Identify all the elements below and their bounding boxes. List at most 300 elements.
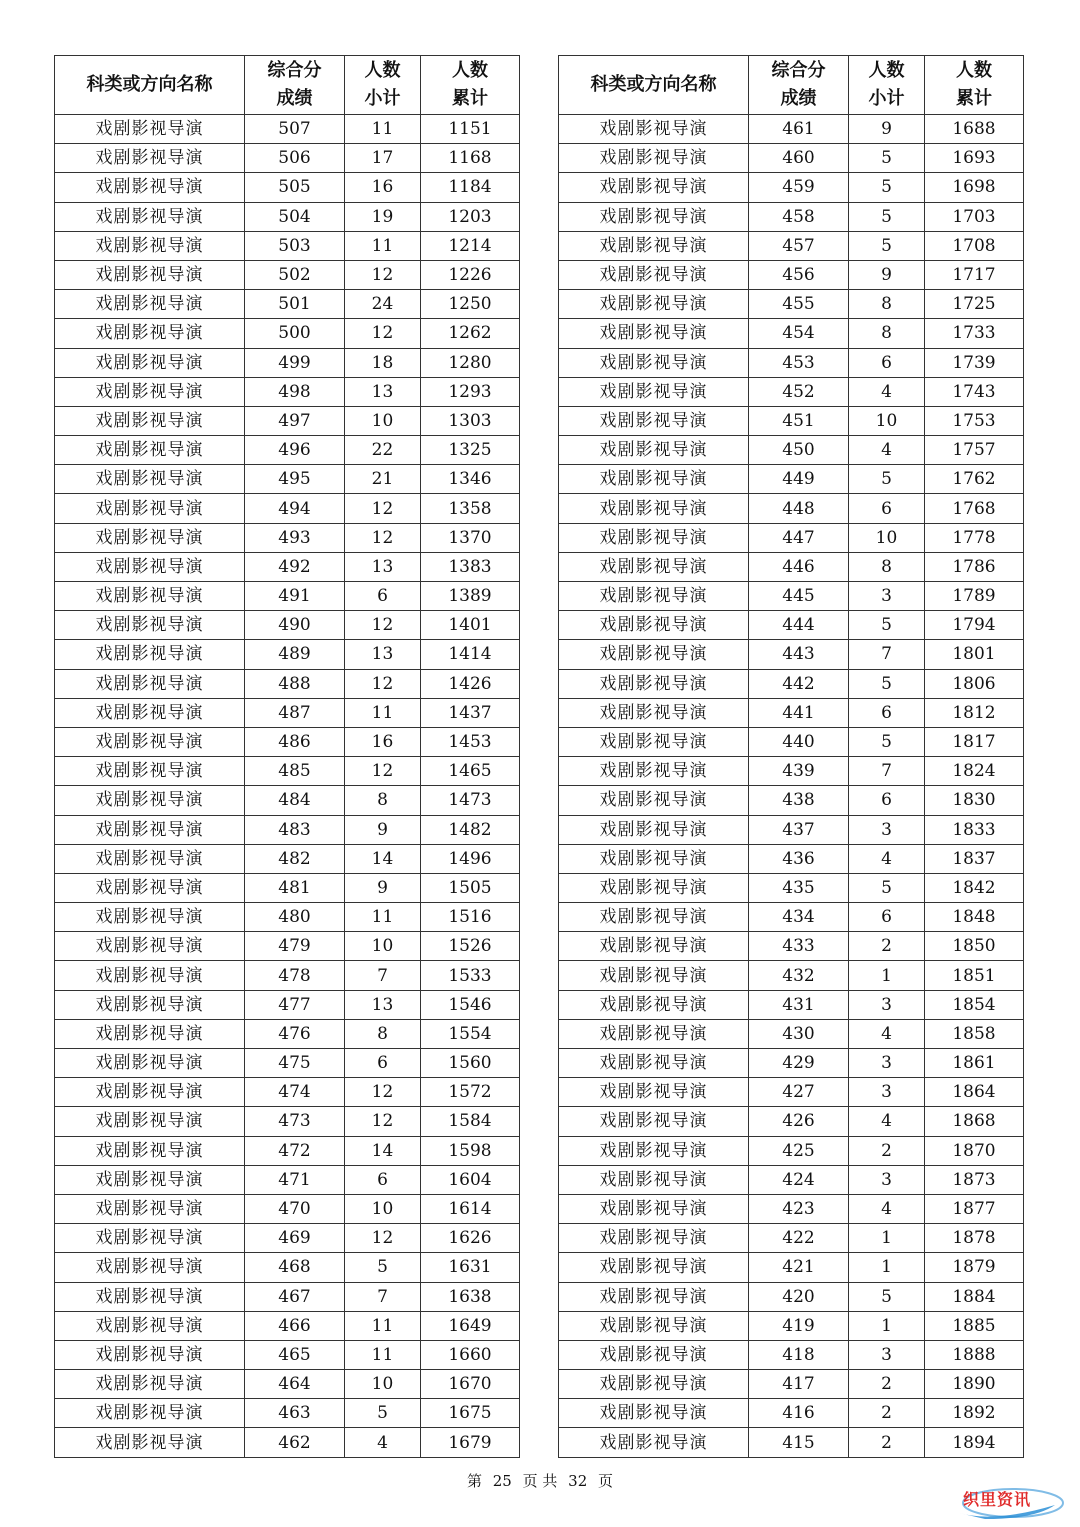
cell-score: 500 (245, 319, 345, 348)
cell-cumulative: 1262 (421, 319, 520, 348)
cell-score: 477 (245, 990, 345, 1019)
cell-name: 戏剧影视导演 (559, 1049, 749, 1078)
cell-count: 5 (849, 611, 925, 640)
cell-count: 3 (849, 582, 925, 611)
cell-score: 487 (245, 698, 345, 727)
cell-count: 11 (345, 1311, 421, 1340)
cell-score: 503 (245, 231, 345, 260)
cell-cumulative: 1868 (925, 1107, 1024, 1136)
cell-score: 501 (245, 290, 345, 319)
cell-name: 戏剧影视导演 (55, 1224, 245, 1253)
cell-count: 4 (849, 1107, 925, 1136)
cell-score: 462 (245, 1428, 345, 1457)
table-row (559, 1224, 1024, 1253)
cell-name: 戏剧影视导演 (559, 1282, 749, 1311)
cell-name: 戏剧影视导演 (55, 231, 245, 260)
cell-cumulative: 1698 (925, 173, 1024, 202)
cell-cumulative: 1383 (421, 552, 520, 581)
cell-cumulative: 1496 (421, 844, 520, 873)
cell-count: 5 (849, 727, 925, 756)
cell-cumulative: 1693 (925, 144, 1024, 173)
table-row (559, 844, 1024, 873)
cell-count: 10 (849, 523, 925, 552)
cell-cumulative: 1762 (925, 465, 1024, 494)
table-row (55, 319, 520, 348)
cell-count: 2 (849, 1399, 925, 1428)
cell-count: 2 (849, 1136, 925, 1165)
cell-cumulative: 1453 (421, 727, 520, 756)
table-row (55, 961, 520, 990)
cell-name: 戏剧影视导演 (559, 290, 749, 319)
cell-score: 441 (749, 698, 849, 727)
cell-name: 戏剧影视导演 (559, 406, 749, 435)
cell-score: 463 (245, 1399, 345, 1428)
table-row (559, 932, 1024, 961)
cell-count: 10 (345, 406, 421, 435)
cell-name: 戏剧影视导演 (55, 1340, 245, 1369)
cell-name: 戏剧影视导演 (559, 115, 749, 144)
cell-count: 22 (345, 436, 421, 465)
cell-count: 6 (849, 903, 925, 932)
table-row (55, 465, 520, 494)
cell-count: 5 (849, 669, 925, 698)
cell-cumulative: 1604 (421, 1165, 520, 1194)
cell-score: 460 (749, 144, 849, 173)
table-row (559, 611, 1024, 640)
cell-cumulative: 1851 (925, 961, 1024, 990)
cell-name: 戏剧影视导演 (55, 1019, 245, 1048)
cell-cumulative: 1806 (925, 669, 1024, 698)
cell-count: 3 (849, 1049, 925, 1078)
cell-count: 6 (849, 348, 925, 377)
table-row (559, 494, 1024, 523)
table-row (55, 1019, 520, 1048)
table-row (55, 1049, 520, 1078)
cell-name: 戏剧影视导演 (559, 815, 749, 844)
cell-score: 466 (245, 1311, 345, 1340)
cell-score: 451 (749, 406, 849, 435)
table-row (559, 1107, 1024, 1136)
cell-cumulative: 1465 (421, 757, 520, 786)
cell-name: 戏剧影视导演 (559, 873, 749, 902)
cell-count: 11 (345, 231, 421, 260)
cell-cumulative: 1226 (421, 260, 520, 289)
cell-cumulative: 1554 (421, 1019, 520, 1048)
table-body-left (55, 115, 520, 1458)
cell-score: 482 (245, 844, 345, 873)
cell-cumulative: 1401 (421, 611, 520, 640)
cell-count: 12 (345, 1224, 421, 1253)
cell-name: 戏剧影视导演 (55, 873, 245, 902)
table-header-row (55, 56, 520, 115)
cell-score: 426 (749, 1107, 849, 1136)
cell-name: 戏剧影视导演 (559, 348, 749, 377)
cell-count: 8 (345, 1019, 421, 1048)
cell-name: 戏剧影视导演 (559, 552, 749, 581)
cell-name: 戏剧影视导演 (55, 932, 245, 961)
footer-prefix: 第 (466, 1472, 482, 1490)
cell-cumulative: 1725 (925, 290, 1024, 319)
table-row (55, 757, 520, 786)
cell-count: 13 (345, 990, 421, 1019)
cell-cumulative: 1168 (421, 144, 520, 173)
cell-count: 5 (849, 231, 925, 260)
cell-name: 戏剧影视导演 (559, 727, 749, 756)
cell-name: 戏剧影视导演 (55, 815, 245, 844)
cell-name: 戏剧影视导演 (559, 1136, 749, 1165)
cell-cumulative: 1817 (925, 727, 1024, 756)
cell-cumulative: 1812 (925, 698, 1024, 727)
cell-name: 戏剧影视导演 (559, 698, 749, 727)
cell-score: 493 (245, 523, 345, 552)
cell-score: 435 (749, 873, 849, 902)
cell-name: 戏剧影视导演 (559, 1311, 749, 1340)
cell-score: 452 (749, 377, 849, 406)
cell-count: 18 (345, 348, 421, 377)
cell-name: 戏剧影视导演 (55, 1253, 245, 1282)
table-row (559, 698, 1024, 727)
table-row (55, 1078, 520, 1107)
cell-count: 9 (849, 115, 925, 144)
cell-count: 12 (345, 611, 421, 640)
table-header-row (559, 56, 1024, 115)
cell-cumulative: 1614 (421, 1194, 520, 1223)
cell-cumulative: 1303 (421, 406, 520, 435)
cell-score: 497 (245, 406, 345, 435)
cell-cumulative: 1708 (925, 231, 1024, 260)
table-row (55, 436, 520, 465)
footer-suffix: 页 (598, 1472, 614, 1490)
cell-name: 戏剧影视导演 (55, 115, 245, 144)
cell-count: 13 (345, 377, 421, 406)
cell-cumulative: 1516 (421, 903, 520, 932)
cell-score: 461 (749, 115, 849, 144)
cell-score: 421 (749, 1253, 849, 1282)
cell-cumulative: 1890 (925, 1370, 1024, 1399)
cell-count: 9 (345, 873, 421, 902)
cell-score: 495 (245, 465, 345, 494)
cell-name: 戏剧影视导演 (55, 669, 245, 698)
cell-count: 12 (345, 757, 421, 786)
table-row (559, 348, 1024, 377)
cell-cumulative: 1703 (925, 202, 1024, 231)
cell-score: 423 (749, 1194, 849, 1223)
cell-cumulative: 1864 (925, 1078, 1024, 1107)
cell-cumulative: 1660 (421, 1340, 520, 1369)
cell-count: 7 (849, 640, 925, 669)
cell-name: 戏剧影视导演 (559, 1224, 749, 1253)
cell-count: 10 (345, 932, 421, 961)
cell-name: 戏剧影视导演 (559, 961, 749, 990)
cell-score: 432 (749, 961, 849, 990)
cell-name: 戏剧影视导演 (559, 319, 749, 348)
cell-count: 5 (345, 1253, 421, 1282)
cell-name: 戏剧影视导演 (559, 1370, 749, 1399)
cell-name: 戏剧影视导演 (559, 231, 749, 260)
cell-score: 488 (245, 669, 345, 698)
table-row (55, 1399, 520, 1428)
cell-name: 戏剧影视导演 (55, 494, 245, 523)
table-row (55, 202, 520, 231)
cell-cumulative: 1437 (421, 698, 520, 727)
cell-score: 431 (749, 990, 849, 1019)
table-row (55, 494, 520, 523)
cell-cumulative: 1743 (925, 377, 1024, 406)
cell-cumulative: 1346 (421, 465, 520, 494)
cell-score: 490 (245, 611, 345, 640)
table-row (559, 1311, 1024, 1340)
cell-cumulative: 1870 (925, 1136, 1024, 1165)
cell-cumulative: 1560 (421, 1049, 520, 1078)
cell-name: 戏剧影视导演 (55, 202, 245, 231)
logo-text: 织里资讯 (963, 1490, 1032, 1509)
cell-name: 戏剧影视导演 (559, 844, 749, 873)
table-row (559, 1253, 1024, 1282)
cell-score: 499 (245, 348, 345, 377)
cell-name: 戏剧影视导演 (55, 611, 245, 640)
table-row (559, 640, 1024, 669)
cell-score: 491 (245, 582, 345, 611)
cell-name: 戏剧影视导演 (55, 436, 245, 465)
cell-name: 戏剧影视导演 (559, 786, 749, 815)
cell-name: 戏剧影视导演 (55, 1136, 245, 1165)
page-footer (0, 1470, 1080, 1491)
cell-name: 戏剧影视导演 (55, 1370, 245, 1399)
cell-cumulative: 1778 (925, 523, 1024, 552)
table-row (559, 1399, 1024, 1428)
cell-score: 420 (749, 1282, 849, 1311)
cell-score: 437 (749, 815, 849, 844)
cell-cumulative: 1892 (925, 1399, 1024, 1428)
table-row (559, 1194, 1024, 1223)
cell-count: 13 (345, 552, 421, 581)
cell-name: 戏剧影视导演 (559, 1078, 749, 1107)
cell-name: 戏剧影视导演 (559, 1019, 749, 1048)
cell-name: 戏剧影视导演 (55, 377, 245, 406)
cell-cumulative: 1370 (421, 523, 520, 552)
cell-name: 戏剧影视导演 (55, 1107, 245, 1136)
table-row (559, 961, 1024, 990)
cell-score: 486 (245, 727, 345, 756)
cell-score: 483 (245, 815, 345, 844)
table-row (559, 465, 1024, 494)
cell-score: 419 (749, 1311, 849, 1340)
cell-name: 戏剧影视导演 (559, 611, 749, 640)
cell-score: 418 (749, 1340, 849, 1369)
cell-name: 戏剧影视导演 (55, 319, 245, 348)
cell-count: 12 (345, 260, 421, 289)
cell-count: 4 (345, 1428, 421, 1457)
table-row (559, 786, 1024, 815)
cell-name: 戏剧影视导演 (559, 932, 749, 961)
score-table-left (54, 55, 520, 1458)
cell-cumulative: 1850 (925, 932, 1024, 961)
table-row (559, 815, 1024, 844)
cell-name: 戏剧影视导演 (559, 1340, 749, 1369)
cell-score: 507 (245, 115, 345, 144)
cell-count: 11 (345, 1340, 421, 1369)
cell-score: 438 (749, 786, 849, 815)
cell-name: 戏剧影视导演 (559, 1107, 749, 1136)
cell-count: 10 (849, 406, 925, 435)
cell-name: 戏剧影视导演 (55, 1428, 245, 1457)
table-row (55, 523, 520, 552)
table-row (559, 727, 1024, 756)
cell-count: 21 (345, 465, 421, 494)
cell-cumulative: 1789 (925, 582, 1024, 611)
cell-cumulative: 1505 (421, 873, 520, 902)
cell-cumulative: 1626 (421, 1224, 520, 1253)
cell-score: 502 (245, 260, 345, 289)
cell-count: 14 (345, 1136, 421, 1165)
table-row (55, 1428, 520, 1457)
cell-score: 485 (245, 757, 345, 786)
cell-score: 465 (245, 1340, 345, 1369)
cell-count: 6 (345, 582, 421, 611)
cell-count: 12 (345, 523, 421, 552)
cell-score: 467 (245, 1282, 345, 1311)
cell-count: 3 (849, 815, 925, 844)
cell-score: 471 (245, 1165, 345, 1194)
cell-count: 2 (849, 932, 925, 961)
table-row (559, 757, 1024, 786)
table-row (559, 669, 1024, 698)
cell-count: 12 (345, 1107, 421, 1136)
table-row (559, 903, 1024, 932)
table-row (55, 727, 520, 756)
cell-cumulative: 1358 (421, 494, 520, 523)
cell-name: 戏剧影视导演 (55, 1311, 245, 1340)
table-row (55, 173, 520, 202)
cell-cumulative: 1833 (925, 815, 1024, 844)
cell-count: 8 (849, 319, 925, 348)
cell-cumulative: 1482 (421, 815, 520, 844)
cell-cumulative: 1848 (925, 903, 1024, 932)
cell-count: 5 (849, 1282, 925, 1311)
cell-cumulative: 1280 (421, 348, 520, 377)
cell-cumulative: 1151 (421, 115, 520, 144)
cell-score: 456 (749, 260, 849, 289)
table-row (55, 260, 520, 289)
cell-score: 454 (749, 319, 849, 348)
cell-score: 459 (749, 173, 849, 202)
cell-count: 6 (345, 1049, 421, 1078)
cell-cumulative: 1214 (421, 231, 520, 260)
cell-count: 9 (345, 815, 421, 844)
cell-name: 戏剧影视导演 (559, 669, 749, 698)
cell-count: 7 (849, 757, 925, 786)
cell-score: 448 (749, 494, 849, 523)
table-row (559, 1136, 1024, 1165)
table-row (559, 523, 1024, 552)
table-row (55, 698, 520, 727)
cell-count: 11 (345, 698, 421, 727)
cell-count: 5 (849, 465, 925, 494)
table-row (559, 1370, 1024, 1399)
cell-count: 19 (345, 202, 421, 231)
cell-name: 戏剧影视导演 (55, 552, 245, 581)
cell-cumulative: 1546 (421, 990, 520, 1019)
cell-score: 434 (749, 903, 849, 932)
cell-name: 戏剧影视导演 (55, 1194, 245, 1223)
table-row (559, 319, 1024, 348)
cell-score: 416 (749, 1399, 849, 1428)
cell-score: 457 (749, 231, 849, 260)
cell-score: 436 (749, 844, 849, 873)
cell-count: 16 (345, 727, 421, 756)
table-row (559, 1165, 1024, 1194)
cell-count: 24 (345, 290, 421, 319)
cell-score: 478 (245, 961, 345, 990)
table-row (55, 1340, 520, 1369)
cell-name: 戏剧影视导演 (55, 348, 245, 377)
table-row (55, 640, 520, 669)
cell-score: 443 (749, 640, 849, 669)
cell-cumulative: 1203 (421, 202, 520, 231)
cell-count: 12 (345, 319, 421, 348)
cell-cumulative: 1688 (925, 115, 1024, 144)
cell-count: 5 (345, 1399, 421, 1428)
cell-count: 1 (849, 1311, 925, 1340)
cell-score: 473 (245, 1107, 345, 1136)
cell-name: 戏剧影视导演 (559, 1428, 749, 1457)
cell-score: 447 (749, 523, 849, 552)
cell-count: 1 (849, 1253, 925, 1282)
cell-name: 戏剧影视导演 (55, 727, 245, 756)
table-row (55, 1136, 520, 1165)
table-row (55, 552, 520, 581)
cell-count: 7 (345, 961, 421, 990)
cell-count: 13 (345, 640, 421, 669)
cell-count: 8 (849, 552, 925, 581)
cell-cumulative: 1739 (925, 348, 1024, 377)
footer-middle: 页 共 (522, 1472, 558, 1490)
cell-cumulative: 1670 (421, 1370, 520, 1399)
footer-page-number: 25 (492, 1472, 512, 1490)
cell-name: 戏剧影视导演 (559, 1194, 749, 1223)
table-row (559, 1078, 1024, 1107)
cell-score: 469 (245, 1224, 345, 1253)
cell-cumulative: 1842 (925, 873, 1024, 902)
cell-count: 5 (849, 873, 925, 902)
table-row (55, 1224, 520, 1253)
watermark-logo (955, 1483, 1065, 1523)
cell-score: 470 (245, 1194, 345, 1223)
cell-count: 3 (849, 990, 925, 1019)
cell-count: 1 (849, 1224, 925, 1253)
cell-name: 戏剧影视导演 (559, 903, 749, 932)
cell-count: 11 (345, 115, 421, 144)
cell-score: 425 (749, 1136, 849, 1165)
cell-name: 戏剧影视导演 (55, 260, 245, 289)
cell-name: 戏剧影视导演 (55, 1165, 245, 1194)
cell-score: 505 (245, 173, 345, 202)
cell-count: 12 (345, 494, 421, 523)
cell-score: 455 (749, 290, 849, 319)
cell-name: 戏剧影视导演 (55, 523, 245, 552)
header-name: 科类或方向名称 (55, 56, 245, 115)
cell-count: 16 (345, 173, 421, 202)
cell-cumulative: 1878 (925, 1224, 1024, 1253)
cell-name: 戏剧影视导演 (55, 144, 245, 173)
cell-cumulative: 1675 (421, 1399, 520, 1428)
table-row (559, 377, 1024, 406)
table-row (559, 436, 1024, 465)
cell-name: 戏剧影视导演 (559, 990, 749, 1019)
cell-count: 4 (849, 1019, 925, 1048)
cell-cumulative: 1426 (421, 669, 520, 698)
table-row (559, 1428, 1024, 1457)
